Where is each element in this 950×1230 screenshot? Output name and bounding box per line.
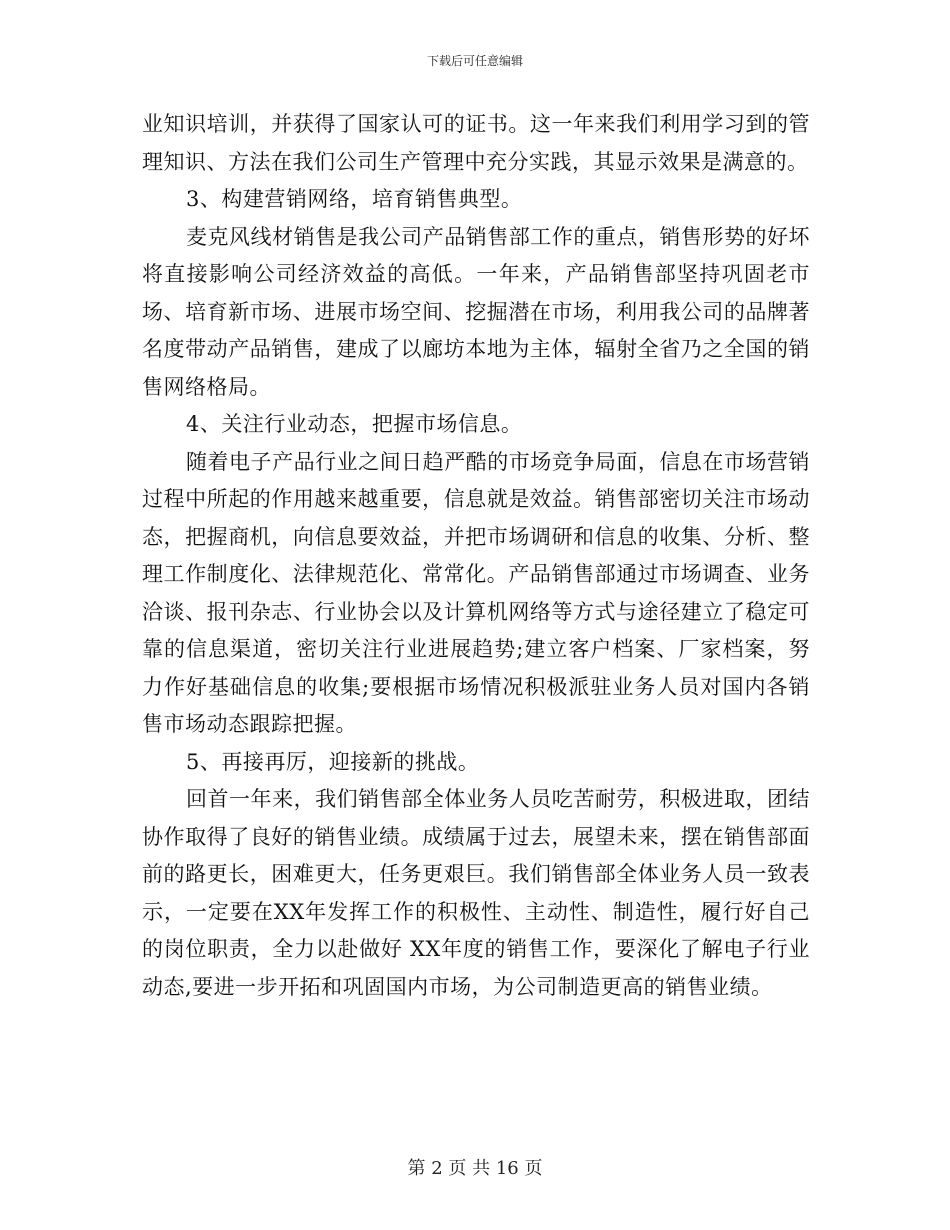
section-heading-5: 5、再接再厉，迎接新的挑战。: [186, 749, 480, 774]
section-heading-3: 3、构建营销网络，培育销售典型。: [186, 187, 523, 211]
page-header-note: 下载后可任意编辑: [426, 54, 523, 68]
paragraph-market-info: 随着电子产品行业之间日趋严酷的市场竞争局面，信息在市场营销过程中所起的作用越来越重要，信息就是效益。销售部密切关注市场动态，把握商机，向信息要效益，并把市场调研和信息的收集、分析、整理工作制度化、法律规范化、常常化。产品销售部通过市场调查、业务洽谈、报刊杂志、行业协会以及计算机网络等方式与途径建立了稳定可靠的信息渠道，密切关注行业进展趋势;建立客户档案、厂家档案，努力作好基础信息的收集;要根据市场情况积极派驻业务人员对国内各销售市场动态跟踪把握。: [142, 449, 810, 736]
page-number: 第 2 页 共 16 页: [407, 1158, 543, 1179]
paragraph-new-challenges: 回首一年来，我们销售部全体业务人员吃苦耐劳，积极进取，团结协作取得了良好的销售业绩。成绩属于过去，展望未来，摆在销售部面前的路更长，困难更大，任务更艰巨。我们销售部全体业务人员一致表示，一定要在XX年发挥工作的积极性、主动性、制造性，履行好自己的岗位职责，全力以赴做好 XX年度的销售工作，要深化了解电子行业动态,要进一步开拓和巩固国内市场，为公司制造更高的销售业绩。: [142, 787, 810, 999]
paragraph-continuation: 业知识培训，并获得了国家认可的证书。这一年来我们利用学习到的管理知识、方法在我们公司生产管理中充分实践，其显示效果是满意的。: [142, 112, 810, 174]
paragraph-sales-network: 麦克风线材销售是我公司产品销售部工作的重点，销售形势的好坏将直接影响公司经济效益的高低。一年来，产品销售部坚持巩固老市场、培育新市场、进展市场空间、挖掘潜在市场，利用我公司的品牌著名度带动产品销售，建成了以廊坊本地为主体，辐射全省乃之全国的销售网络格局。: [142, 224, 810, 399]
section-heading-4: 4、关注行业动态，把握市场信息。: [186, 412, 523, 436]
document-body: [142, 106, 810, 1006]
